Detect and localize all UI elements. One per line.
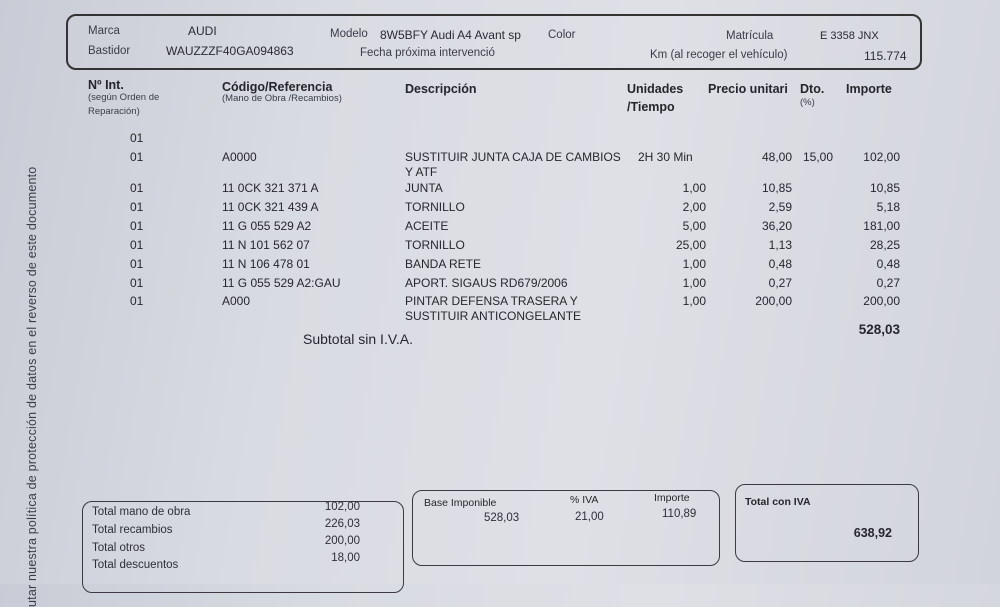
total-mano-obra-label: Total mano de obra: [92, 506, 191, 518]
col-codigo-header: Código/Referencia: [222, 80, 333, 94]
total-recambios-label: Total recambios: [92, 524, 173, 536]
table-row: [0, 219, 1000, 237]
line-desc: APORT. SIGAUS RD679/2006: [405, 276, 568, 290]
total-otros-label: Total otros: [92, 542, 146, 554]
col-precio-header: Precio unitari: [708, 82, 788, 96]
table-row: [0, 276, 1000, 294]
line-num: 01: [130, 257, 144, 271]
line-price: 2,59: [768, 200, 792, 214]
line-amount: 200,00: [863, 294, 900, 308]
line-num: 01: [130, 181, 144, 195]
line-units: 5,00: [682, 219, 706, 233]
table-row: [0, 131, 1000, 149]
col-tiempo-header: /Tiempo: [627, 100, 675, 114]
modelo-value: 8W5BFY Audi A4 Avant sp: [380, 28, 521, 42]
line-num: 01: [130, 276, 144, 290]
iva-pct-label: % IVA: [570, 494, 599, 506]
col-importe-header: Importe: [846, 82, 892, 96]
line-price: 200,00: [755, 294, 792, 308]
line-desc: TORNILLO: [405, 238, 465, 252]
line-code: A0000: [222, 150, 257, 164]
km-label: Km (al recoger el vehículo): [650, 49, 788, 61]
table-row: [0, 200, 1000, 218]
table-row: [0, 181, 1000, 199]
color-label: Color: [548, 29, 576, 41]
line-code: 11 N 106 478 01: [222, 257, 310, 271]
line-price: 10,85: [761, 181, 792, 195]
bastidor-value: WAUZZZF40GA094863: [166, 44, 294, 58]
line-desc: SUSTITUIR JUNTA CAJA DE CAMBIOS: [405, 150, 621, 164]
iva-importe-label: Importe: [654, 492, 690, 504]
line-price: 0,48: [768, 257, 792, 271]
line-desc: PINTAR DEFENSA TRASERA Y: [405, 294, 578, 308]
line-code: 11 0CK 321 371 A: [222, 181, 319, 195]
iva-pct-value: 21,00: [575, 511, 604, 523]
total-descuentos-value: 18,00: [331, 552, 360, 564]
line-units: 2H 30 Min: [638, 150, 693, 164]
line-num: 01: [130, 200, 144, 214]
marca-value: AUDI: [188, 24, 217, 38]
table-row: [0, 294, 1000, 323]
line-price: 48,00: [761, 150, 792, 164]
col-num-header: Nº Int.: [88, 78, 124, 92]
line-num: 01: [130, 238, 144, 252]
line-desc: BANDA RETE: [405, 257, 482, 271]
line-desc-2: Y ATF: [405, 165, 438, 179]
line-desc: JUNTA: [405, 181, 443, 195]
col-descripcion-header: Descripción: [405, 82, 477, 96]
subtotal-label: Subtotal sin I.V.A.: [303, 331, 413, 347]
side-privacy-text: utar nuestra política de protección de datos en el reverso de este documento: [25, 166, 39, 607]
line-num: 01: [130, 131, 144, 145]
line-desc: TORNILLO: [405, 200, 465, 214]
base-imponible-value: 528,03: [484, 512, 520, 524]
col-codigo-sub: (Mano de Obra /Recambios): [222, 93, 342, 104]
bastidor-label: Bastidor: [88, 45, 131, 57]
line-code: 11 G 055 529 A2:GAU: [222, 276, 341, 290]
matricula-value: E 3358 JNX: [820, 30, 879, 42]
line-amount: 0,27: [876, 276, 900, 290]
marca-label: Marca: [88, 25, 120, 37]
col-dto-header: Dto.: [800, 82, 825, 96]
line-units: 1,00: [682, 276, 706, 290]
line-units: 1,00: [682, 181, 706, 195]
matricula-label: Matrícula: [726, 30, 774, 42]
line-desc: ACEITE: [405, 219, 449, 233]
total-con-iva-value: 638,92: [853, 526, 892, 540]
iva-importe-value: 110,89: [662, 508, 697, 520]
modelo-label: Modelo: [330, 28, 368, 40]
line-desc-2: SUSTITUIR ANTICONGELANTE: [405, 309, 582, 323]
col-num-sub1: (según Orden de: [88, 92, 160, 103]
line-units: 1,00: [682, 257, 706, 271]
total-mano-obra-value: 102,00: [324, 501, 360, 513]
line-code: 11 G 055 529 A2: [222, 219, 312, 233]
total-descuentos-label: Total descuentos: [92, 559, 179, 571]
line-code: A000: [222, 294, 251, 308]
table-row: [0, 150, 1000, 179]
table-row: [0, 238, 1000, 256]
line-num: 01: [130, 294, 144, 308]
base-imponible-label: Base Imponible: [424, 497, 497, 509]
col-unidades-header: Unidades: [627, 82, 684, 96]
line-amount: 5,18: [876, 200, 900, 214]
line-units: 2,00: [682, 200, 706, 214]
col-dto-sub: (%): [800, 97, 815, 108]
total-con-iva-label: Total con IVA: [745, 496, 811, 508]
line-dto: 15,00: [803, 150, 834, 164]
vehicle-info-box: [66, 14, 922, 70]
line-units: 1,00: [682, 294, 706, 308]
line-price: 36,20: [761, 219, 792, 233]
line-amount: 10,85: [869, 181, 900, 195]
line-units: 25,00: [675, 238, 706, 252]
line-amount: 181,00: [863, 219, 900, 233]
table-row: [0, 257, 1000, 275]
line-amount: 0,48: [876, 257, 900, 271]
line-price: 1,13: [768, 238, 792, 252]
line-num: 01: [130, 150, 144, 164]
line-code: 11 N 101 562 07: [222, 238, 310, 252]
col-num-sub2: Reparación): [88, 106, 140, 117]
km-value: 115.774: [864, 49, 907, 63]
fecha-label: Fecha próxima intervenció: [360, 47, 495, 59]
total-otros-value: 200,00: [324, 535, 360, 547]
line-code: 11 0CK 321 439 A: [222, 200, 319, 214]
subtotal-value: 528,03: [858, 322, 900, 337]
line-price: 0,27: [768, 276, 792, 290]
total-recambios-value: 226,03: [324, 518, 360, 530]
line-amount: 28,25: [869, 238, 900, 252]
line-num: 01: [130, 219, 144, 233]
line-amount: 102,00: [863, 150, 900, 164]
